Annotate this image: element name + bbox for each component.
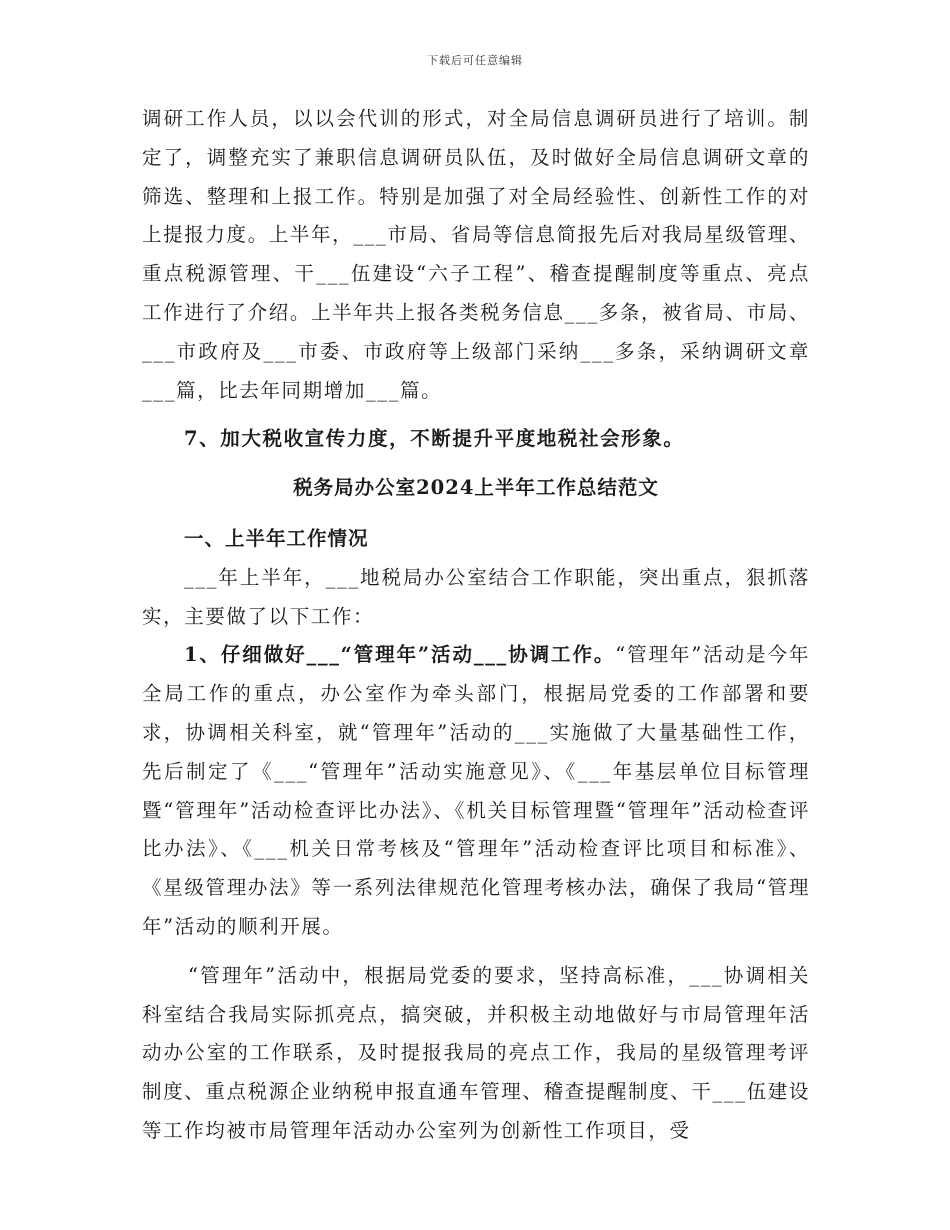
- document-body: [142, 100, 810, 1151]
- page-header: 下载后可任意编辑: [427, 54, 523, 67]
- item-1-paragraph: [142, 636, 810, 946]
- paragraph-training: 调研工作人员，以以会代训的形式，对全局信息调研员进行了培训。制定了，调整充实了兼职信息调研员队伍，及时做好全局信息调研文章的筛选、整理和上报工作。特别是加强了对全局经验性、创新性工作的对上提报力度。上半年，___市局、省局等信息简报先后对我局星级管理、重点税源管理、干___伍建设“六子工程”、稽查提醒制度等重点、亮点工作进行了介绍。上半年共上报各类税务信息___多条，被省局、市局、___市政府及___市委、市政府等上级部门采纳___多条，采纳调研文章___篇，比去年同期增加___篇。: [142, 107, 810, 402]
- item-1-lead: 1、仔细做好___“管理年”活动___协调工作。: [184, 643, 616, 667]
- item-1-body: “管理年”活动是今年全局工作的重点，办公室作为牵头部门，根据局党委的工作部署和要求，协调相关科室，就“管理年”活动的___实施做了大量基础性工作，先后制定了《___“管理年”活动实施意见》、《___年基层单位目标管理暨“管理年”活动检查评比办法》、《机关目标管理暨“管理年”活动检查评比办法》、《___机关日常考核及“管理年”活动检查评比项目和标准》、《星级管理办法》等一系列法律规范化管理考核办法，确保了我局“管理年”活动的顺利开展。: [142, 643, 810, 938]
- paragraph-intro: ___年上半年，___地税局办公室结合工作职能，突出重点，狠抓落实，主要做了以下工作：: [142, 565, 810, 628]
- item-7-heading: 7、加大税收宣传力度，不断提升平度地税社会形象。: [184, 427, 685, 451]
- paragraph-management-year: “管理年”活动中，根据局党委的要求，坚持高标准，___协调相关科室结合我局实际抓亮点，搞突破，并积极主动地做好与市局管理年活动办公室的工作联系，及时提报我局的亮点工作，我局的星级管理考评制度、重点税源企业纳税申报直通车管理、稽查提醒制度、干___伍建设等工作均被市局管理年活动办公室列为创新性工作项目，受: [142, 963, 810, 1142]
- document-title: 税务局办公室2024上半年工作总结范文: [293, 476, 659, 500]
- section-heading-1: 一、上半年工作情况: [184, 526, 369, 550]
